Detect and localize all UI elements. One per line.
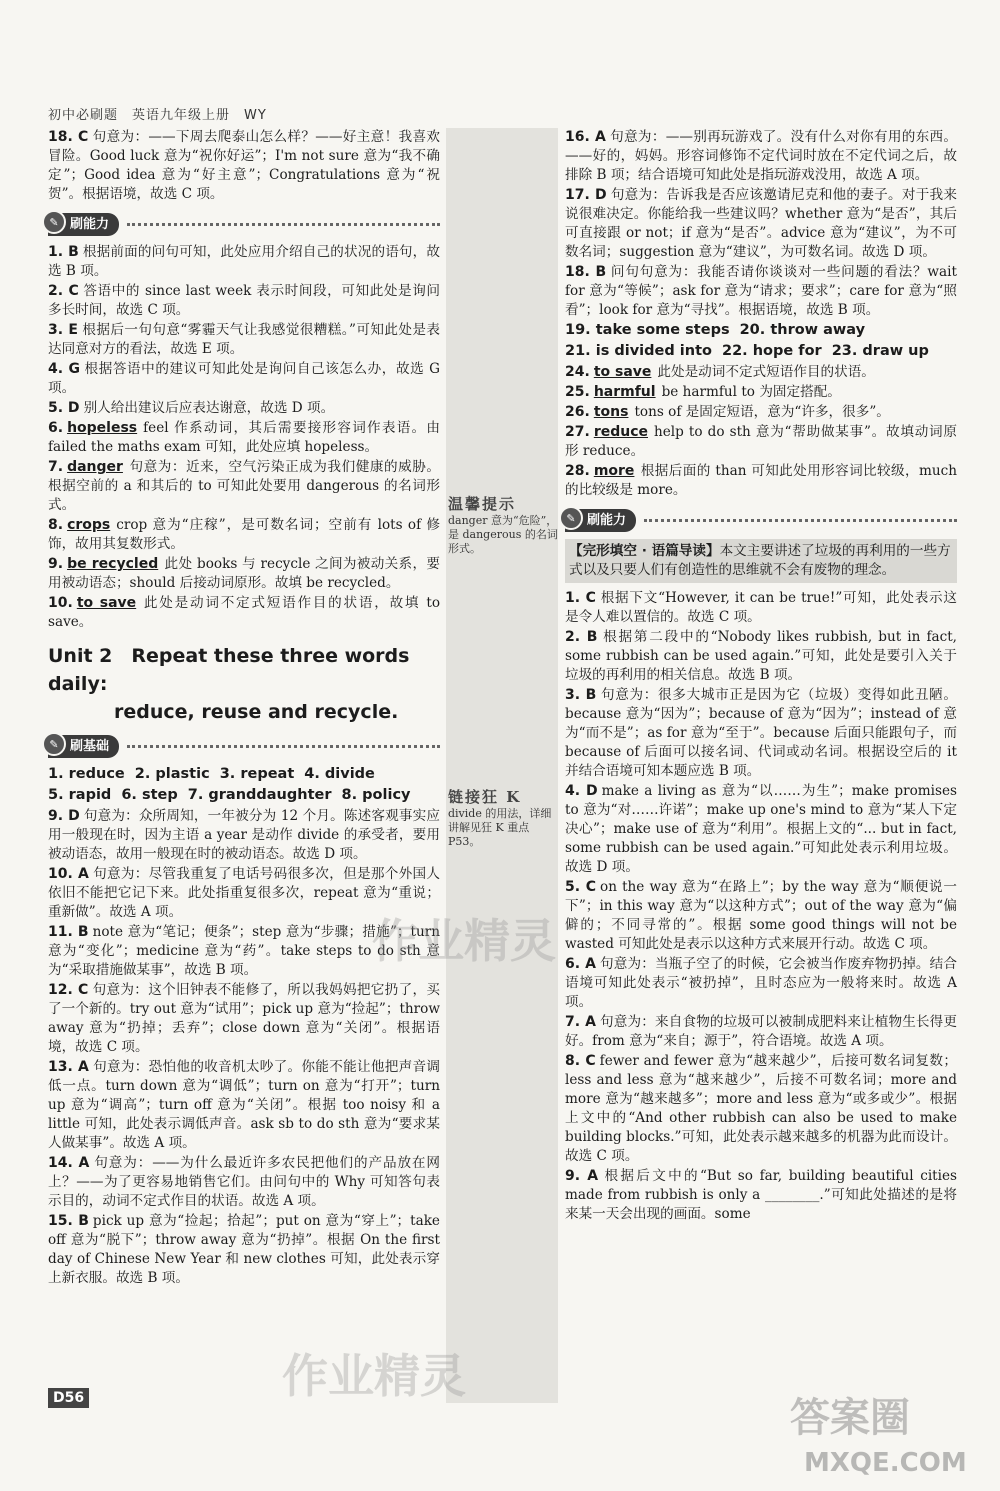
item-number: 2. C xyxy=(48,283,79,299)
item-explanation: feel 作系动词，其后需要接形容词作表语。由 failed the maths exam 可知，此处应填 hopeless。 xyxy=(48,420,440,455)
item-number: 2. B xyxy=(565,629,598,645)
item-number: 4. D xyxy=(565,783,598,799)
fill-answer: 5. rapid xyxy=(48,787,112,803)
item-explanation: 句意为：众所周知，一年被分为 12 个月。陈述客观事实应用一般现在时，因为主语 a year 是动作 divide 的承受者，要用被动语态，故用一般现在时的被动语态。故选 D 项。 xyxy=(48,808,440,862)
fill-answers xyxy=(565,321,957,361)
item-number: 8. xyxy=(48,517,64,533)
fill-answer: 19. take some steps xyxy=(565,322,730,338)
fill-answers xyxy=(48,765,440,805)
right-column xyxy=(565,128,957,1225)
filled-answer: harmful xyxy=(593,384,656,400)
answer-item xyxy=(565,403,957,422)
item-explanation: 问句句意为：我能否请你谈谈对一些问题的看法？wait for 意为“等候”；ask for 意为“请求；要求”；care for 意为“照看”；look for 意为“寻找”。根据语境，故选 B 项。 xyxy=(565,264,957,318)
answer-item xyxy=(565,263,957,320)
link-box: 链接狂 K divide 的用法，详细讲解见狂 K 重点 P53。 xyxy=(448,788,552,848)
watermark: 作业精灵 xyxy=(372,914,556,968)
item-explanation: 此处是动词不定式短语作目的状语。 xyxy=(657,364,875,380)
item-explanation: note 意为“笔记；便条”；step 意为“步骤；措施”；turn 意为“变化”；medicine 意为“药”。take steps to do sth 意为“采取措施做某事”，故选 B 项。 xyxy=(48,924,440,978)
item-number: 9. A xyxy=(565,1168,599,1184)
answer-item xyxy=(48,360,440,398)
item-number: 6. xyxy=(48,420,64,436)
item-number: 27. xyxy=(565,424,590,440)
reading-guide: 【完形填空 · 语篇导读】本文主要讲述了垃圾的再利用的一些方式以及只要人们有创造性的思维就不会有废物的理念。 xyxy=(565,539,957,583)
item-number: 15. B xyxy=(48,1213,89,1229)
answer-item: 18. C 句意为：——下周去爬泰山怎么样？——好主意！我喜欢冒险。Good luck 意为“祝你好运”；I'm not sure 意为“我不确定”；Good idea 意为“好主意”；Congratulations 意为“祝贺”。根据语境，故选 C 项。 xyxy=(48,129,441,202)
item-number: 3. E xyxy=(48,322,78,338)
tip-box: 温馨提示 danger 意为“危险”，是 dangerous 的名词形式。 xyxy=(448,495,558,555)
answer-item xyxy=(48,1058,440,1153)
item-explanation: 句意为：近来，空气污染正成为我们健康的威胁。根据空前的 a 和其后的 to 可知此处要用 dangerous 的名词形式。 xyxy=(48,459,440,513)
answer-item xyxy=(565,782,957,877)
answer-item xyxy=(565,628,957,685)
item-explanation: on the way 意为“在路上”；by the way 意为“顺便说一下”；in this way 意为“以这种方式”；out of the way 意为“偏僻的；不同寻常的”。根据 some good things will not be wasted 可知此处是表示以这种方式来展开行动。故选 C 项。 xyxy=(565,879,957,952)
fill-answer: 8. policy xyxy=(341,787,411,803)
watermark: 作业精灵 xyxy=(282,1349,466,1403)
pencil-icon: ✎ xyxy=(42,210,66,234)
item-number: 12. C xyxy=(48,982,89,998)
item-explanation: 根据下文“However, it can be true!”可知，此处表示这是令人难以置信的。故选 C 项。 xyxy=(565,590,957,625)
answer-list xyxy=(565,589,957,1224)
filled-answer: to save xyxy=(593,364,652,380)
item-explanation: 根据后一句句意“雾霾天气让我感觉很糟糕。”可知此处是表达同意对方的看法，故选 E 项。 xyxy=(48,322,440,357)
item-number: 13. A xyxy=(48,1059,89,1075)
item-explanation: 根据后文中的“But so far, building beautiful cities made from rubbish is only a ________.”可知此处描述的是将来某一天会出现的画面。some xyxy=(565,1168,957,1222)
item-explanation: 句意为：尽管我重复了电话号码很多次，但是那个外国人依旧不能把它记下来。此处指重复很多次，repeat 意为“重说；重新做”。故选 A 项。 xyxy=(48,866,441,920)
item-number: 4. G xyxy=(48,361,80,377)
item-explanation: 根据第二段中的“Nobody likes rubbish, but in fact, some rubbish can be used again.”可知，此处是要引入关于垃圾的再利用的相关信息。故选 B 项。 xyxy=(565,629,957,683)
item-explanation: 句意为：恐怕他的收音机太吵了。你能不能让他把声音调低一点。turn down 意为“调低”；turn on 意为“打开”；turn up 意为“调高”；turn off 意为“关闭”。根据 too noisy 和 a little 可知，此处表示调低声音。ask sb to do sth 意为“要求某人做某事”。故选 A 项。 xyxy=(48,1059,441,1151)
item-explanation: 句意为：——别再玩游戏了。没有什么对你有用的东西。——好的，妈妈。形容词修饰不定代词时放在不定代词之后，故排除 B 项；结合语境可知此处是指玩游戏没用，故选 A 项。 xyxy=(565,129,958,183)
answer-item xyxy=(565,1013,957,1051)
fill-answer: 23. draw up xyxy=(831,343,929,359)
fill-answer: 21. is divided into xyxy=(565,343,712,359)
item-number: 10. A xyxy=(48,866,89,882)
item-number: 7. A xyxy=(565,1014,596,1030)
answer-item xyxy=(565,686,957,781)
fill-row xyxy=(48,786,440,805)
item-number: 24. xyxy=(565,364,590,380)
fill-answer: 22. hope for xyxy=(721,343,822,359)
item-explanation: fewer and fewer 意为“越来越少”，后接可数名词复数；less and less 意为“越来越少”，后接不可数名词；more and more 意为“越来越多”；more and less 意为“或多或少”。根据上文中的“And other rubbish can also be used to make building blocks.”可知，此处表示越来越多的机器为此而设计。故选 C 项。 xyxy=(565,1053,957,1164)
item-number: 17. D xyxy=(565,187,607,203)
answer-item xyxy=(565,955,957,1012)
item-explanation: 句意为：告诉我是否应该邀请尼克和他的妻子。对于我来说很难决定。你能给我一些建议吗？whether 意为“是否”，其后可直接跟 or not；if 意为“是否”。advice 意为“建议”，为不可数名词；suggestion 意为“建议”，为可数名词。故选 D 项。 xyxy=(565,187,957,260)
answer-item xyxy=(565,128,957,185)
item-number: 10. xyxy=(48,595,73,611)
item-explanation: 句意为：——为什么最近许多农民把他们的产品放在网上？——为了更容易地销售它们。由问句中的 Why 可知答句表示目的，动词不定式作目的状语。故选 A 项。 xyxy=(48,1155,441,1209)
filled-answer: danger xyxy=(67,459,123,475)
answer-item xyxy=(48,282,440,320)
item-number: 9. xyxy=(48,556,64,572)
answer-item xyxy=(565,363,957,382)
item-number: 11. B xyxy=(48,924,89,940)
watermark: MXQE.COM xyxy=(804,1448,967,1478)
fill-answer: 2. plastic xyxy=(134,766,210,782)
item-explanation: be harmful to 为固定搭配。 xyxy=(661,384,841,400)
item-explanation: 别人给出建议后应表达谢意，故选 D 项。 xyxy=(83,400,335,416)
filled-answer: reduce xyxy=(593,424,648,440)
item-number: 1. C xyxy=(565,590,596,606)
answer-item xyxy=(48,1212,440,1288)
filled-answer: to save xyxy=(76,595,137,611)
filled-answer: be recycled xyxy=(67,556,159,572)
section-header-ability: ✎ 刷能力 xyxy=(48,213,440,236)
section-header-basic: ✎ 刷基础 xyxy=(48,735,440,758)
item-number: 16. A xyxy=(565,129,606,145)
item-explanation: 句意为：当瓶子空了的时候，它会被当作废弃物扔掉。结合语境可知此处表示“被扔掉”，且时态应为一般将来时。故选 A 项。 xyxy=(565,956,957,1010)
item-number: 14. A xyxy=(48,1155,90,1171)
sidebar-strip xyxy=(446,128,558,1403)
item-explanation: 根据答语中的建议可知此处是询问自己该怎么办，故选 G 项。 xyxy=(48,361,440,396)
item-explanation: help to do sth 意为“帮助做某事”。故填动词原形 reduce。 xyxy=(565,424,957,459)
item-number: 25. xyxy=(565,384,590,400)
item-number: 6. A xyxy=(565,956,596,972)
item-explanation: 答语中的 since last week 表示时间段，可知此处是询问多长时间，故选 C 项。 xyxy=(48,283,440,318)
item-explanation: 根据前面的问句可知，此处应用介绍自己的状况的语句，故选 B 项。 xyxy=(48,244,441,279)
item-explanation: 根据后面的 than 可知此处用形容词比较级，much 的比较级是 more。 xyxy=(565,463,957,498)
item-explanation: 句意为：这个旧钟表不能修了，所以我妈妈把它扔了，买了一个新的。try out 意为“试用”；pick up 意为“捡起”；throw away 意为“扔掉；丢弃”；close down 意为“关闭”。根据语境，故选 C 项。 xyxy=(48,982,440,1055)
item-number: 26. xyxy=(565,404,590,420)
item-number: 1. B xyxy=(48,244,79,260)
answer-item xyxy=(565,878,957,954)
page-number: D56 xyxy=(48,1388,89,1408)
answer-item xyxy=(48,594,440,632)
answer-item xyxy=(565,1167,957,1224)
answer-item xyxy=(48,555,440,593)
answer-item xyxy=(565,462,957,500)
answer-item xyxy=(565,423,957,461)
answer-item xyxy=(48,243,440,281)
item-explanation: 句意为：很多大城市正是因为它（垃圾）变得如此丑陋。because 意为“因为”；because of 意为“因为”；instead of 意为“而不是”；as for 意为“至于”。because 后面只能跟句子，而 because of 后面可以接名词、代词或动名词。根据设空后的 it 并结合语境可知本题应选 B 项。 xyxy=(565,687,957,779)
fill-row xyxy=(565,321,957,340)
fill-answer: 7. granddaughter xyxy=(187,787,332,803)
answer-list xyxy=(48,807,440,1288)
filled-answer: more xyxy=(593,463,635,479)
item-number: 7. xyxy=(48,459,64,475)
answer-item xyxy=(565,186,957,262)
item-explanation: 此处是动词不定式短语作目的状语，故填 to save。 xyxy=(48,595,441,630)
fill-answer: 3. repeat xyxy=(219,766,295,782)
pencil-icon: ✎ xyxy=(42,732,66,756)
filled-answer: crops xyxy=(67,517,111,533)
running-header: 初中必刷题 英语九年级上册 WY xyxy=(48,108,267,123)
left-column xyxy=(48,128,440,1289)
answer-item xyxy=(565,1052,957,1166)
answer-item xyxy=(48,399,440,418)
item-explanation: make a living as 意为“以……为生”；make promises to 意为“对……许诺”；make up one's mind to 意为“某人下定决心”；make use of 意为“利用”。根据上文的“... but in fact, some rubbish can be used again.”可知此处表示利用垃圾。故选 D 项。 xyxy=(565,783,957,875)
answer-item xyxy=(48,981,440,1057)
item-explanation: 此处 books 与 recycle 之间为被动关系，要用被动语态；should 后接动词原形。故填 be recycled。 xyxy=(48,556,440,591)
item-explanation: pick up 意为“捡起；拾起”；put on 意为“穿上”；take off 意为“脱下”；throw away 意为“扔掉”。根据 On the first day of Chinese New Year 和 new clothes 可知，此处表示穿上新衣服。故选 B 项。 xyxy=(48,1213,440,1286)
filled-answer: tons xyxy=(593,404,629,420)
fill-answer: 1. reduce xyxy=(48,766,125,782)
answer-list xyxy=(565,128,957,320)
item-number: 5. D xyxy=(48,400,80,416)
fill-answer: 20. throw away xyxy=(739,322,866,338)
answer-list xyxy=(48,243,440,632)
watermark: 答案圈 xyxy=(790,1395,910,1441)
answer-item xyxy=(48,419,440,457)
answer-list xyxy=(565,363,957,500)
fill-row xyxy=(48,765,440,784)
pencil-icon: ✎ xyxy=(559,506,583,530)
answer-item xyxy=(48,458,440,515)
answer-item xyxy=(48,321,440,359)
item-number: 3. B xyxy=(565,687,597,703)
item-number: 8. C xyxy=(565,1053,596,1069)
fill-answer: 6. step xyxy=(121,787,178,803)
item-number: 18. B xyxy=(565,264,607,280)
item-number: 9. D xyxy=(48,808,80,824)
answer-item xyxy=(48,516,440,554)
answer-item xyxy=(565,383,957,402)
item-number: 5. C xyxy=(565,879,597,895)
answer-item xyxy=(48,807,440,864)
item-explanation: crop 意为“庄稼”，是可数名词；空前有 lots of 修饰，故用其复数形式。 xyxy=(48,517,440,552)
unit-title: Unit 2 Repeat these three words daily: reduce, reuse and recycle. xyxy=(48,645,410,723)
filled-answer: hopeless xyxy=(67,420,138,436)
fill-answer: 4. divide xyxy=(304,766,375,782)
section-header-ability: ✎ 刷能力 xyxy=(565,509,957,532)
item-explanation: 句意为：来自食物的垃圾可以被制成肥料来让植物生长得更好。from 意为“来自；源于”，符合语境。故选 A 项。 xyxy=(565,1014,957,1049)
answer-item xyxy=(48,1154,440,1211)
answer-item xyxy=(565,589,957,627)
item-explanation: tons of 是固定短语，意为“许多，很多”。 xyxy=(634,404,890,420)
item-number: 28. xyxy=(565,463,590,479)
fill-row xyxy=(565,342,957,361)
